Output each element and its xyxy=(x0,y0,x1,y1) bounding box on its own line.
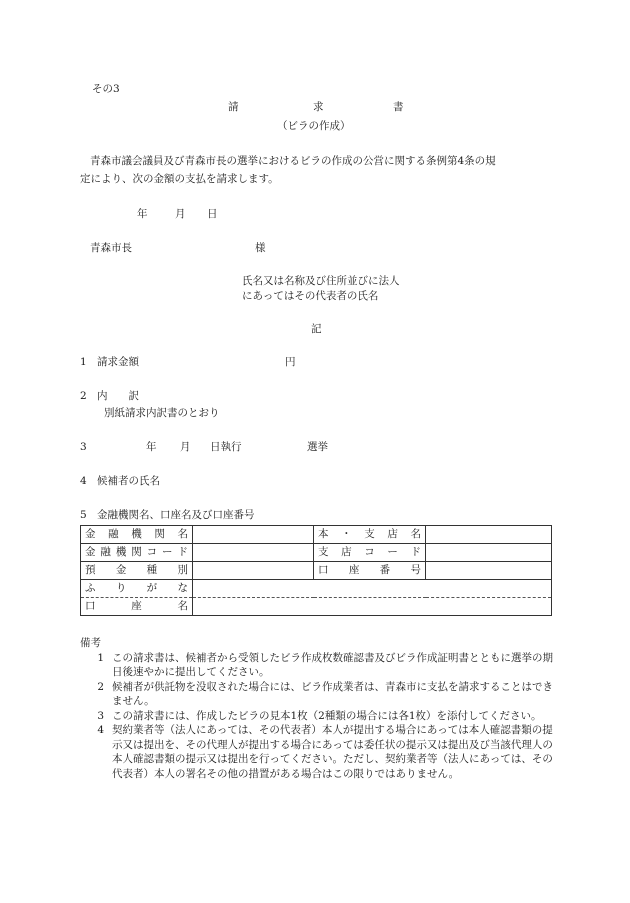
label-char: 融 xyxy=(100,546,111,558)
label-char: 別 xyxy=(177,564,188,576)
form-number: その3 xyxy=(92,83,120,95)
item-2-label: 内 訳 xyxy=(97,390,139,402)
label-char: 種 xyxy=(146,564,158,576)
label-char: 口 xyxy=(85,600,96,612)
item-4-number: 4 xyxy=(80,475,87,487)
label-char: 番 xyxy=(379,564,391,576)
body-line-1: 青森市議会議員及び青森市長の選挙におけるビラの作成の公営に関する条例第4条の規 xyxy=(90,155,496,167)
label-char: 号 xyxy=(410,564,421,576)
date-month: 月 xyxy=(175,208,186,220)
branch-name-label xyxy=(314,526,426,544)
bank-name-label xyxy=(81,526,193,544)
label-char: 機 xyxy=(115,546,127,558)
label-char: 金 xyxy=(115,564,127,576)
label-char: 関 xyxy=(131,546,142,558)
remark-number: 2 xyxy=(97,680,104,693)
label-char: 支 xyxy=(364,528,375,540)
label-char: 名 xyxy=(177,600,188,612)
table-row xyxy=(81,526,552,544)
label-char: 預 xyxy=(85,564,96,576)
addressee-honorific: 様 xyxy=(255,242,266,254)
bank-account-table xyxy=(80,525,552,616)
body-line-2: 定により、次の金額の支払を請求します。 xyxy=(80,173,279,185)
item-1-number: 1 xyxy=(80,356,87,368)
title-char-1: 請 xyxy=(228,101,239,113)
account-number-field[interactable] xyxy=(426,562,552,580)
table-row xyxy=(81,598,552,616)
subtitle: （ビラの作成） xyxy=(277,120,351,132)
table-row xyxy=(81,544,552,562)
label-char: り xyxy=(115,582,127,594)
label-char: ー xyxy=(387,546,398,558)
item-1-label: 請求金額 xyxy=(97,356,139,368)
label-char: ド xyxy=(177,546,188,558)
date-day: 日 xyxy=(207,208,218,220)
label-char: 融 xyxy=(108,528,119,540)
remark-text: この請求書には、作成したビラの見本1枚（2種類の場合には各1枚）を添付してください。 xyxy=(112,709,542,722)
label-char: コ xyxy=(146,546,158,558)
deposit-type-label xyxy=(81,562,193,580)
label-char: が xyxy=(146,582,158,594)
remark-number: 3 xyxy=(97,709,104,722)
label-char: 店 xyxy=(341,546,352,558)
deposit-type-field[interactable] xyxy=(193,562,314,580)
label-char: 名 xyxy=(410,528,421,540)
label-char: 座 xyxy=(348,564,360,576)
account-holder-label xyxy=(81,598,193,616)
ki-heading: 記 xyxy=(311,323,322,335)
item-5-label: 金融機関名、口座名及び口座番号 xyxy=(97,509,255,521)
label-char: ー xyxy=(162,546,173,558)
addressee-name: 青森市長 xyxy=(90,242,132,254)
label-char: 本 xyxy=(318,528,329,540)
label-char: 名 xyxy=(177,528,188,540)
account-holder-field[interactable] xyxy=(193,598,552,616)
item-3-number: 3 xyxy=(80,441,87,453)
label-char: コ xyxy=(364,546,375,558)
item-2-number: 2 xyxy=(80,390,87,402)
label-char: ・ xyxy=(341,528,352,540)
bank-code-label xyxy=(81,544,193,562)
furigana-field[interactable] xyxy=(193,580,552,598)
item-1-unit: 円 xyxy=(285,356,296,368)
label-char: 金 xyxy=(85,546,96,558)
title-char-2: 求 xyxy=(313,101,324,113)
item-4-label: 候補者の氏名 xyxy=(97,475,160,487)
remark-number: 4 xyxy=(97,724,104,736)
remark-item xyxy=(80,680,558,709)
table-row xyxy=(81,580,552,598)
label-char: 座 xyxy=(131,600,142,612)
remark-text: 契約業者等（法人にあっては、その代表者）本人が提出する場合にあっては本人確認書類の提示又は提出を、その代理人が提出する場合にあっては委任状の提示又は提出及び当該代理人の本人確認書類の提示又は提出を行ってください。ただし、契約業者等（法人にあっては、その代表者）本人の署名その他の措置がある場合はこの限りではありません。 xyxy=(112,724,553,780)
item-3-month: 月 xyxy=(180,441,191,453)
remark-item xyxy=(80,723,558,781)
remark-text: この請求書は、候補者から受領したビラ作成枚数確認書及びビラ作成証明書とともに選挙の期日後速やかに提出してください。 xyxy=(112,651,553,678)
remark-item xyxy=(80,651,558,680)
remarks-heading: 備考 xyxy=(80,637,101,649)
date-year: 年 xyxy=(137,208,148,220)
item-3-day: 日執行 xyxy=(210,441,242,453)
label-char: 金 xyxy=(85,528,96,540)
label-char: ド xyxy=(410,546,421,558)
label-char: 口 xyxy=(318,564,329,576)
branch-code-field[interactable] xyxy=(426,544,552,562)
title-char-3: 書 xyxy=(393,101,404,113)
bank-code-field[interactable] xyxy=(193,544,314,562)
label-char: 店 xyxy=(387,528,398,540)
table-row xyxy=(81,562,552,580)
label-char: ふ xyxy=(85,582,96,594)
bank-name-field[interactable] xyxy=(193,526,314,544)
account-number-label xyxy=(314,562,426,580)
remark-item xyxy=(80,709,558,724)
label-char: 機 xyxy=(131,528,142,540)
applicant-line-2: にあってはその代表者の氏名 xyxy=(242,290,379,302)
remark-text: 候補者が供託物を没収された場合には、ビラ作成業者は、青森市に支払を請求することはできません。 xyxy=(112,680,553,707)
remark-number: 1 xyxy=(97,651,104,664)
furigana-label xyxy=(81,580,193,598)
applicant-line-1: 氏名又は名称及び住所並びに法人 xyxy=(242,275,400,287)
item-3-year: 年 xyxy=(146,441,157,453)
label-char: な xyxy=(177,582,188,594)
item-3-election: 選挙 xyxy=(307,441,328,453)
label-char: 支 xyxy=(318,546,329,558)
remarks-section xyxy=(80,636,558,781)
item-2-detail: 別紙請求内訳書のとおり xyxy=(104,407,220,419)
branch-name-field[interactable] xyxy=(426,526,552,544)
branch-code-label xyxy=(314,544,426,562)
label-char: 関 xyxy=(154,528,165,540)
item-5-number: 5 xyxy=(80,509,87,521)
